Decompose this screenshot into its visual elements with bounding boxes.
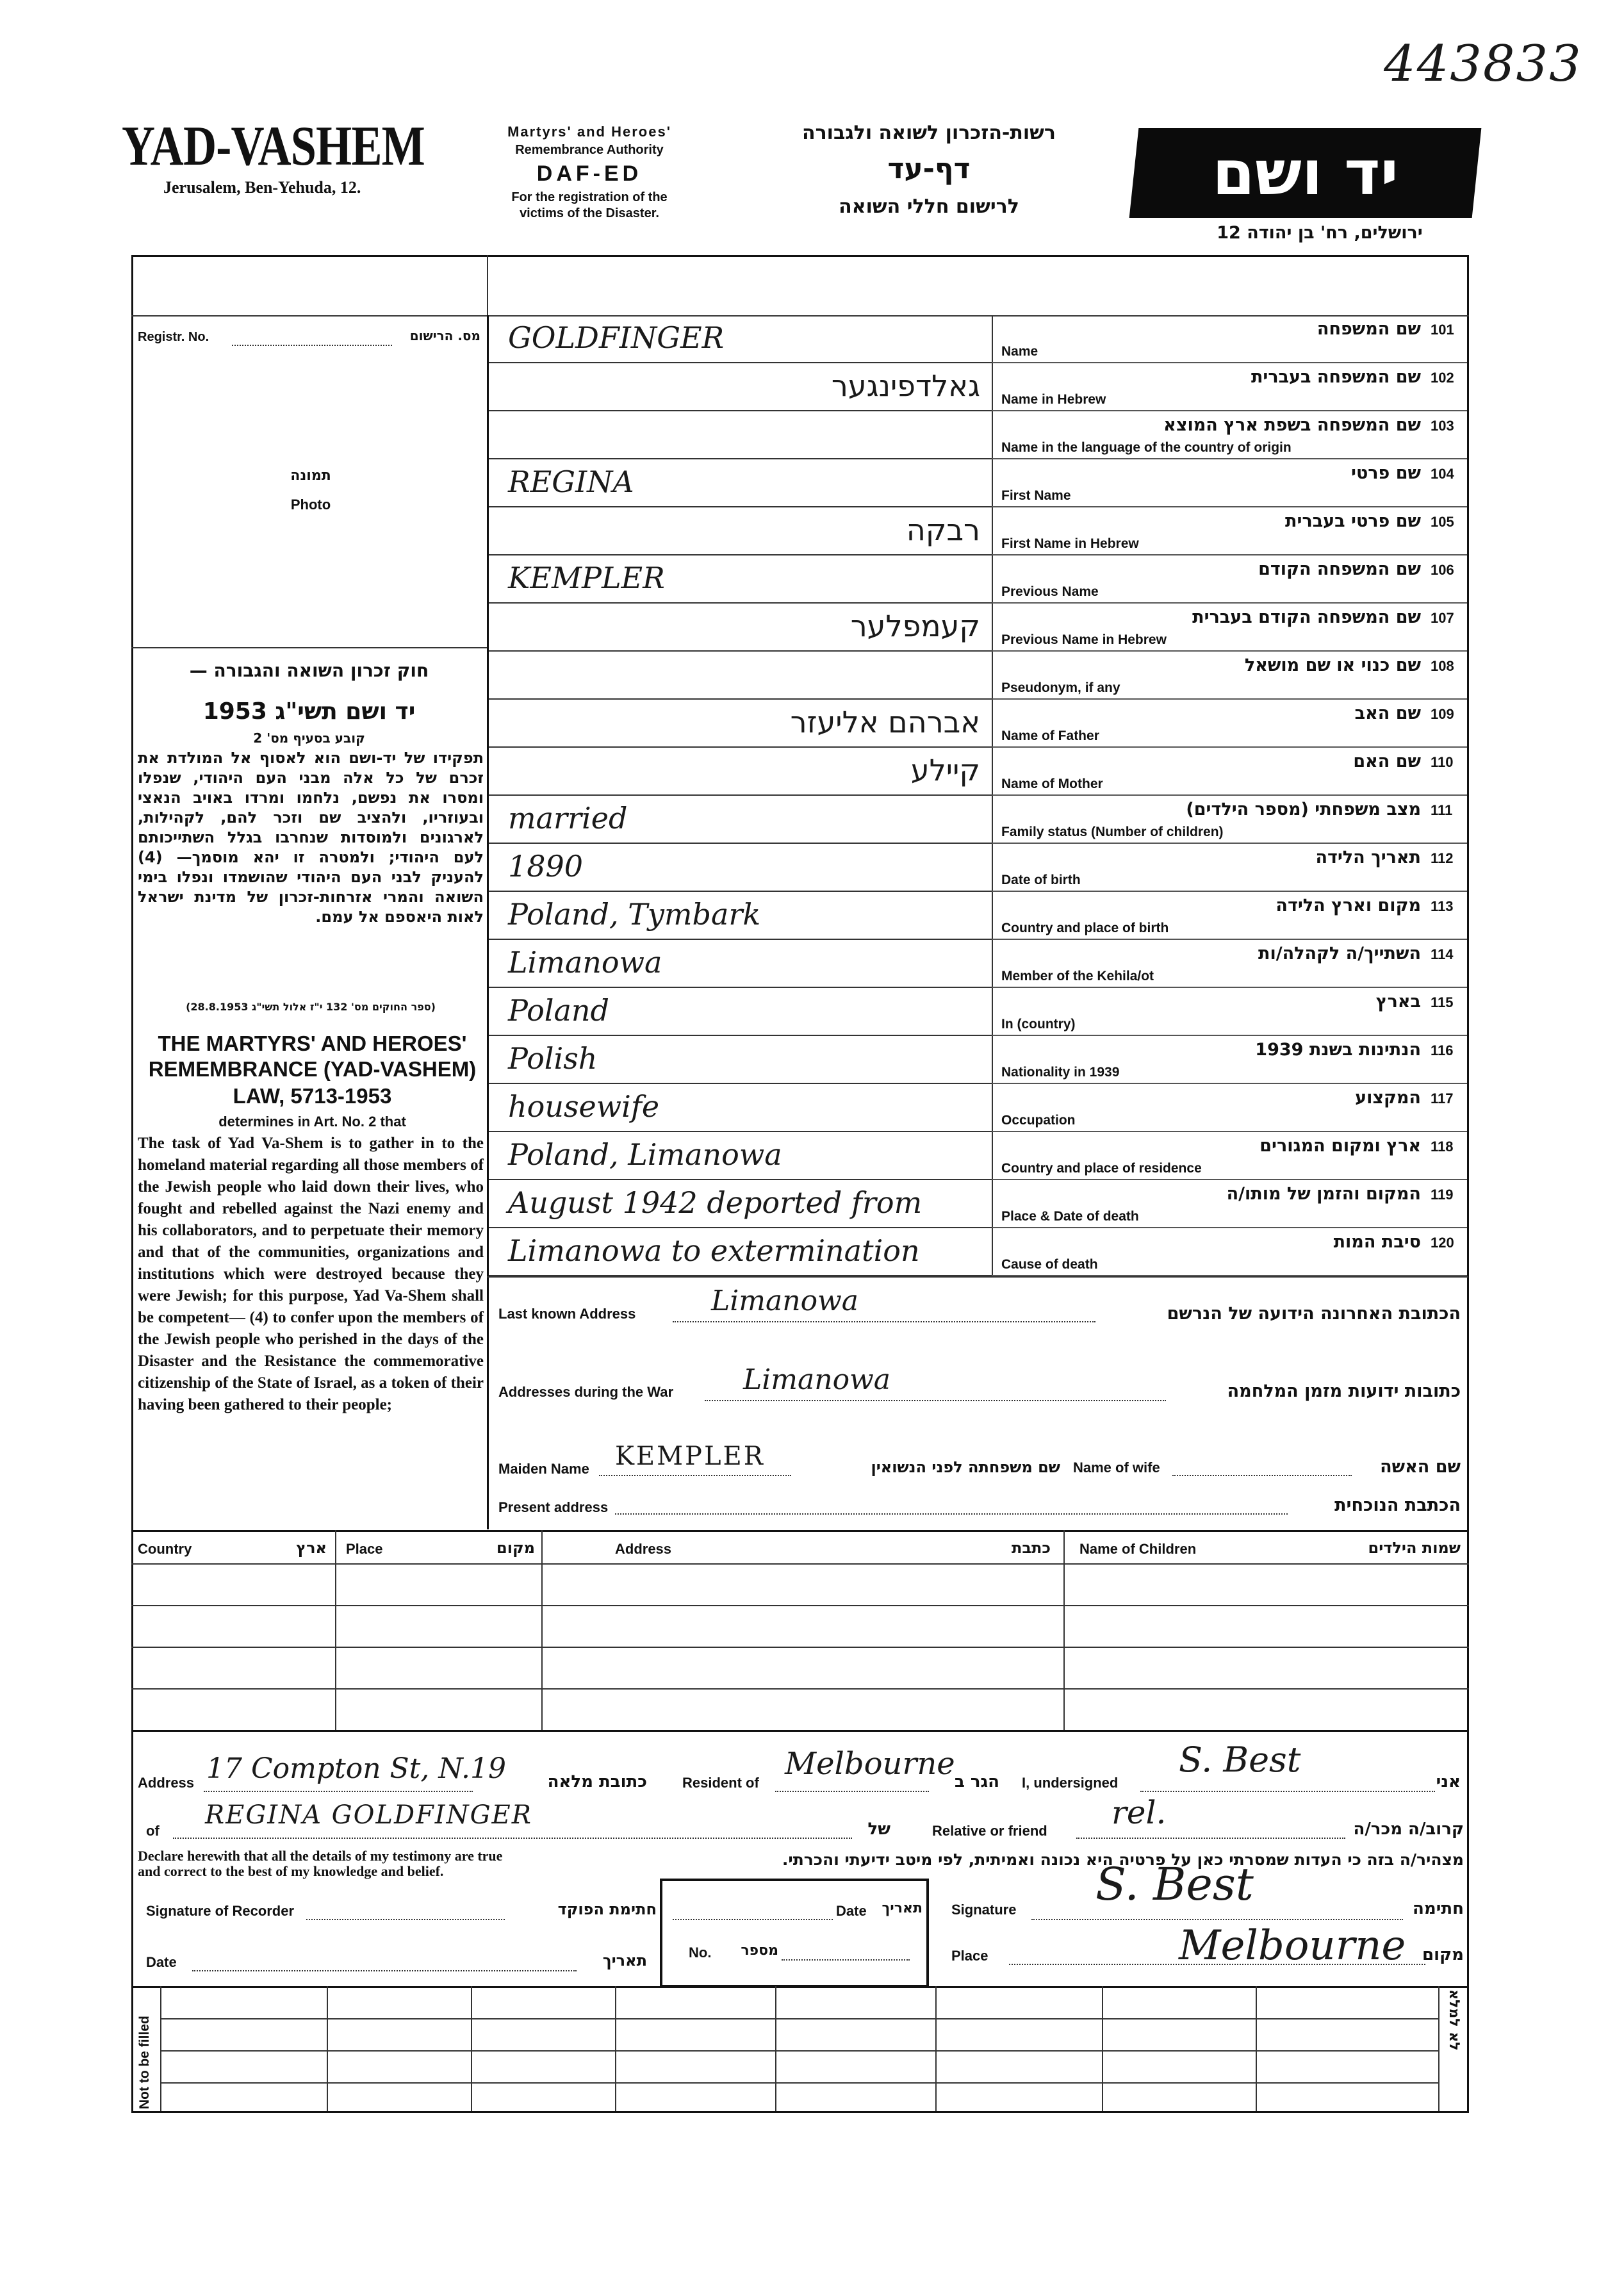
field-row-101 [489,315,1467,363]
field-row-111 [489,796,1467,844]
field-number: 111 [1431,802,1453,818]
field-row-114 [489,940,1467,988]
field-number: 104 [1431,466,1454,482]
registr-he: מס. הרישום [409,328,480,343]
law-he-title: חוק זכרון השואה והגבורה — [189,660,429,681]
field-row-120 [489,1228,1467,1276]
field-row-107 [489,604,1467,652]
wife-label: Name of wife [1073,1460,1160,1476]
decl-undersigned-label: I, undersigned [1022,1775,1119,1791]
sig-recorder-he: חתימת הפוקד [557,1900,657,1918]
decl-address-label: Address [138,1775,195,1791]
field-value-116[interactable]: Polish [508,1041,598,1076]
field-label-he: שם המשפחה הקודם [1258,559,1421,579]
field-label-en: In (country) [1001,1017,1076,1032]
not-filled-label [137,1987,156,2109]
field-value-101[interactable]: GOLDFINGER [508,320,725,355]
decl-relative-he: קרוב/ה מכר/ה [1353,1820,1464,1839]
decl-resident-value[interactable]: Melbourne [785,1746,955,1782]
decl-of-label: of [146,1823,160,1839]
field-row-117 [489,1084,1467,1132]
decl-of-he: של [867,1820,890,1839]
field-row-103 [489,411,1467,459]
field-label-en: Family status (Number of children) [1001,825,1224,839]
field-number: 102 [1431,370,1454,386]
field-label-en: Cause of death [1001,1257,1098,1272]
purpose-line1: For the registration of the [511,190,668,204]
he-dafed: דף-עד [887,152,971,185]
field-label-en: Occupation [1001,1113,1076,1128]
field-label-he: שם כנוי או שם מושאל [1244,655,1421,675]
field-label-he: תאריך הלידה [1315,848,1421,868]
law-he-ref: (ספר החוקים מס' 132 י"ז אלול תשי"ג 28.8.1953) [186,1001,436,1013]
signature-label: Signature [951,1902,1017,1918]
wife-he: שם האשה [1380,1457,1461,1477]
field-label-en: Nationality in 1939 [1001,1065,1120,1080]
field-row-119 [489,1180,1467,1228]
he-purpose: לרישום חללי השואה [839,195,1019,218]
field-label-he: המקצוע [1355,1088,1421,1108]
field-label-he: בארץ [1375,992,1421,1012]
decl-date-label: Date [146,1954,177,1970]
law-he-sub: קובע בסעיף מס' 2 [253,730,365,746]
place-he: מקום [1422,1945,1464,1964]
decl-relative-label: Relative or friend [932,1823,1047,1839]
decl-resident-he: הגר ב [954,1772,999,1791]
box-date-he: תאריך [882,1900,923,1916]
field-label-he: שם המשפחה בשפת ארץ המוצא [1163,415,1421,435]
not-filled-he-text: לא למלא [1446,1989,1462,2051]
field-number: 103 [1431,418,1454,434]
field-number: 110 [1431,754,1454,770]
photo-he: תמונה [290,468,331,484]
decl-declare-he: מצהיר/ה בזה כי העדות שמסרתי כאן על פרטיה היא נכונה ואמיתית, לפי מיטב ידיעתי והכרתי. [782,1850,1464,1869]
col-address-he: כתבת [1011,1539,1051,1557]
law-he-name: יד ושם תשי"ג 1953 [202,698,416,725]
during-war-he: כתובות ידועות מזמן המלחמה [1227,1381,1461,1401]
field-number: 114 [1431,946,1454,962]
field-row-110 [489,748,1467,796]
box-no-he: מספר [741,1943,778,1959]
law-en-title2: REMEMBRANCE (YAD-VASHEM) [148,1057,477,1081]
field-label-en: Country and place of birth [1001,921,1169,935]
field-label-en: Previous Name [1001,584,1099,599]
photo-label: Photo [290,497,331,513]
field-label-he: שם האם [1353,752,1421,771]
field-label-en: Previous Name in Hebrew [1001,632,1167,647]
last-known-he: הכתובת האחרונה הידועה של הנרשם [1167,1304,1461,1324]
field-value-114[interactable]: Limanowa [508,945,662,980]
field-value-109[interactable]: אברהם אליעזר [790,705,980,739]
field-value-117[interactable]: housewife [508,1089,660,1124]
field-value-110[interactable]: קיילע [910,753,980,787]
field-label-he: מצב משפחתי (מספר הילדים) [1186,800,1421,819]
field-value-113[interactable]: Poland, Tymbark [508,897,761,932]
field-number: 112 [1431,850,1454,866]
field-row-106 [489,555,1467,604]
box-date-label: Date [836,1903,867,1919]
signature-he: חתימה [1413,1899,1464,1918]
decl-date-he: תאריך [602,1952,647,1970]
field-label-he: שם האב [1354,703,1421,723]
field-label-en: Date of birth [1001,873,1081,887]
law-he-body: תפקידו של יד-ושם הוא לאסוף אל המולדת את זכרם של כל אלה מבני העם היהודי, שנפלו ומסרו את נפשם, נלחמו ומרדו באויב הנאצי ובעוזריו, ולהציב שם וזכר להם, לקהילות, לארגונים ולמוסדות שנחרבו בגלל השתייכותם לעם היהודי; ולמטרה זו יהא מוסמך— (4) להעניק לבני העם היהודי שהושמדו ונפלו בימי השואה והמרי אזרחות-זכרון של מדינת ישראל לאות היאספם אל עמם. [138,749,484,926]
law-en-body: The task of Yad Va-Shem is to gather in to the homeland material regarding all those members of the Jewish people who laid down their lives, who fought and rebelled against the Nazi enemy and his collaborators, and to perpetuate their memory and that of the communities, organizations and institutions which were destroyed because they were Jewish; for this purpose, Yad Va-Shem shall be competent— (4) to confer upon the members of the Jewish people who perished in the days of the Disaster and the Resistance the commemorative citizenship of the State of Israel, as a token of their having been gathered to their people; [138,1135,484,1413]
registr-label: Registr. No. [138,330,209,344]
col-country-he: ארץ [296,1539,327,1557]
yv-title: YAD-VASHEM [122,115,425,177]
field-value-105[interactable]: רבקה [906,513,980,547]
decl-declare-en: Declare herewith that all the details of my testimony are true and correct to the best of my knowledge and belief. [138,1848,503,1879]
during-war-label: Addresses during the War [498,1384,674,1400]
field-label-he: סיבת המות [1333,1232,1421,1252]
place-value[interactable]: Melbourne [1179,1922,1406,1970]
field-number: 120 [1431,1235,1454,1251]
record-number: 443833 [1384,35,1582,93]
field-number: 116 [1431,1042,1454,1058]
field-number: 107 [1431,610,1454,626]
field-label-en: Name of Father [1001,728,1099,743]
field-number: 119 [1431,1187,1454,1203]
decl-undersigned-he: אני [1436,1772,1461,1791]
maiden-he: שם משפחתה לפני הנשואין [871,1458,1060,1476]
field-label-en: Name of Mother [1001,777,1103,791]
field-label-he: שם המשפחה בעברית [1251,367,1421,387]
field-label-he: הנתינות בשנת 1939 [1255,1040,1421,1060]
field-value-106[interactable]: KEMPLER [508,561,665,595]
not-filled-text: Not to be filled [137,2016,152,2109]
field-number: 113 [1431,898,1454,914]
field-value-107[interactable]: קעמפלער [850,609,980,643]
col-address: Address [615,1541,672,1557]
purpose-line2: victims of the Disaster. [520,206,659,220]
field-label-he: שם המשפחה הקודם בעברית [1192,607,1421,627]
field-number: 101 [1431,322,1454,338]
field-number: 117 [1431,1090,1454,1106]
field-row-108 [489,652,1467,700]
he-logo: יד ושם [1212,137,1398,209]
col-place-he: מקום [496,1539,535,1557]
last-known-label: Last known Address [498,1306,636,1322]
field-value-115[interactable]: Poland [508,993,609,1028]
decl-address-he: כתובת מלאה [547,1772,647,1791]
field-number: 108 [1431,658,1454,674]
field-label-en: Place & Date of death [1001,1209,1139,1224]
field-value-104[interactable]: REGINA [508,465,634,499]
present-label: Present address [498,1499,609,1515]
field-label-en: Pseudonym, if any [1001,680,1120,695]
field-number: 105 [1431,514,1454,530]
place-label: Place [951,1948,988,1964]
field-label-he: שם המשפחה [1316,319,1421,339]
maiden-label: Maiden Name [498,1461,589,1477]
field-value-120[interactable]: Limanowa to extermination [508,1233,920,1268]
maiden-value[interactable]: KEMPLER [615,1442,765,1471]
col-children: Name of Children [1079,1541,1197,1557]
field-value-119[interactable]: August 1942 deported from [508,1185,923,1220]
dafed: DAF-ED [536,161,643,186]
decl-resident-label: Resident of [682,1775,759,1791]
field-label-he: המקום והזמן של מותו/ה [1226,1184,1421,1204]
during-war-value[interactable]: Limanowa [743,1363,890,1396]
field-value-112[interactable]: 1890 [508,849,584,884]
field-row-102 [489,363,1467,411]
law-en-title3: LAW, 5713-1953 [233,1084,392,1108]
field-label-en: First Name in Hebrew [1001,536,1139,551]
field-label-he: שם פרטי [1351,463,1421,483]
field-label-en: Name in Hebrew [1001,392,1106,407]
field-number: 115 [1431,994,1454,1010]
yv-address: Jerusalem, Ben-Yehuda, 12. [163,178,361,197]
field-row-105 [489,507,1467,555]
field-label-en: First Name [1001,488,1071,503]
field-number: 118 [1431,1139,1454,1155]
recorder-box [660,1879,929,1987]
decl-address-value[interactable]: 17 Compton St, N.19 [206,1752,506,1785]
present-he: הכתבת הנוכחית [1334,1495,1461,1515]
field-label-en: Name in the language of the country of origin [1001,440,1292,455]
field-value-111[interactable]: married [508,801,628,835]
yv-logo-box [1129,128,1482,218]
not-filled-he-label [1443,1989,1462,2111]
authority-line1: Martyrs' and Heroes' [507,124,671,140]
field-label-he: שם פרטי בעברית [1285,511,1421,531]
field-row-112 [489,844,1467,892]
law-en-determines: determines in Art. No. 2 that [218,1114,406,1130]
decl-relative-value[interactable]: rel. [1111,1794,1167,1831]
field-value-102[interactable]: גאלדפינגער [831,368,980,403]
he-address: ירושלים, רח' בן יהודה 12 [1217,223,1423,243]
field-label-he: מקום וארץ הלידה [1275,896,1421,916]
field-row-113 [489,892,1467,940]
col-place: Place [346,1541,383,1557]
sig-recorder-label: Signature of Recorder [146,1903,295,1919]
law-en-title1: THE MARTYRS' AND HEROES' [158,1032,467,1055]
field-row-116 [489,1036,1467,1084]
field-row-118 [489,1132,1467,1180]
box-no-label: No. [689,1945,712,1961]
authority-line2: Remembrance Authority [515,143,664,157]
field-number: 106 [1431,562,1454,578]
decl-undersigned-value[interactable]: S. Best [1179,1740,1301,1780]
col-country: Country [138,1541,192,1557]
field-row-104 [489,459,1467,507]
decl-of-value[interactable]: REGINA GOLDFINGER [205,1800,532,1830]
field-label-he: ארץ ומקום המגורים [1259,1136,1421,1156]
col-children-he: שמות הילדים [1368,1539,1461,1557]
field-row-115 [489,988,1467,1036]
field-label-en: Country and place of residence [1001,1161,1202,1176]
signature-value[interactable]: S. Best [1095,1858,1254,1911]
last-known-value[interactable]: Limanowa [711,1285,858,1317]
field-row-109 [489,700,1467,748]
he-authority: רשות-הזכרון לשואה ולגבורה [802,122,1056,144]
field-number: 109 [1431,706,1454,722]
field-label-en: Name [1001,344,1038,359]
field-label-he: השתייך/ה לקהלה/ות [1258,944,1421,964]
field-label-en: Member of the Kehila/ot [1001,969,1154,983]
field-value-118[interactable]: Poland, Limanowa [508,1137,782,1172]
